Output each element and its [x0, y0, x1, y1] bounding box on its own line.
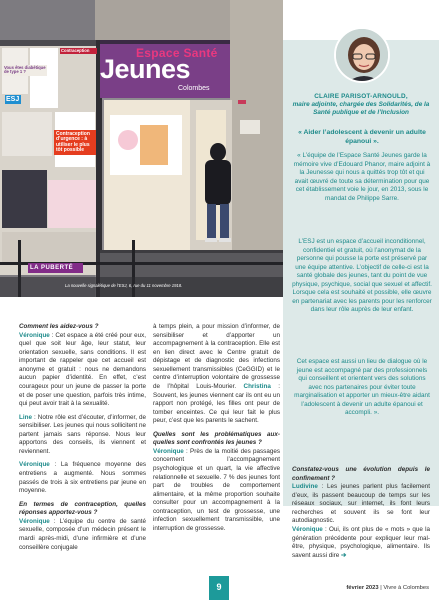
- answer-text: : La fréquence moyenne des entretiens a augmenté. Nous sommes passés de trois à six entretiens par jeune en moyenne.: [19, 461, 146, 495]
- speaker-name: Véronique: [19, 461, 50, 469]
- answer-text: : Cet espace a été créé pour eux, quel que soit leur âge, leur statut, leur orientation sexuelle, sans conditions. Il est important de rappeler que cet accueil est anonyme et gratuit : nous ne demandons aucun papier d’identité. En effet, c’est courageux pour un jeune de passer la porte et de poser une question, parfois très intime, qui peut avoir trait à la sexualité.: [19, 331, 146, 408]
- article-column-3: [292, 466, 430, 565]
- footer-separator: |: [378, 585, 384, 591]
- page-number: 9: [209, 576, 229, 600]
- sign-colombes: Colombes: [178, 85, 210, 92]
- poster-puberte: LA PUBERTÉ: [28, 263, 83, 273]
- poster-contraception: Contraception: [60, 48, 97, 54]
- answer-text: : Souvent, les jeunes viennent car ils ont eu un rapport non protégé, les filles ont peur de tomber enceintes. Ce qui leur fait le plus peur, c’est que les parents le sachent.: [153, 382, 280, 425]
- continue-arrow-icon: ➔: [341, 551, 347, 559]
- answer-text: : Près de la moitié des passages concernent l’accompagnement psychologique et un quart, la vie affective relationnelle et sexuelle. 7 % des jeunes font part de troubles de comportement alimentaire, et la même proportion souhaite consulter pour un accompagnement à la contraception, un test de grossesse, une infection sexuellement transmissible, une interruption de grossesse.: [153, 447, 280, 532]
- footer-date: février 2023: [346, 585, 379, 591]
- answer-text: à temps plein, a pour mission d’informer, de sensibiliser et d’apporter un accompagnement à la contraception. Elle est en lien direct avec le Centre gratuit de dépistage et de diagnostic des infections sexuellement transmissibles (CeGGID) et le centre d’interruption volontaire de grossesse de l’hôpital Louis-Mourier.: [153, 323, 280, 390]
- interviewee-role: maire adjointe, chargée des Solidarités, de la Santé publique et de l’Inclusion: [292, 101, 430, 117]
- interviewee-name: CLAIRE PARISOT-ARNOULD,: [314, 93, 408, 100]
- speaker-name: Véronique: [153, 447, 184, 455]
- poster-esj: ESJ: [6, 96, 20, 103]
- sidebar-paragraph-3: Cet espace est aussi un lieu de dialogue où le jeune est accompagné par des professionnels qui conseillent et orientent vers des solutions avec nos partenaires pour éviter toute marginalisation et apporter un mieux-être aidant l’adolescent à devenir un adulte épanoui et accompli. ».: [294, 358, 430, 417]
- speaker-name: Véronique: [19, 517, 50, 525]
- question-heading: En termes de contraception, quelles réponses apportez-vous ?: [19, 500, 146, 517]
- footer-publication: [346, 585, 429, 591]
- photo-caption: La nouvelle signalétique de l’ESJ, 6, rue du 11 novembre 1918.: [65, 283, 183, 288]
- sign-jeunes: Jeunes: [100, 54, 191, 84]
- question-heading: Comment les aidez-vous ?: [19, 323, 99, 330]
- answer-text: : Oui, ils ont plus de « mots » que la génération précédente pour expliquer leur mal-être, physique, psychologique, alimentaire. Ils savent aussi dire: [292, 525, 430, 559]
- avatar: [334, 27, 390, 83]
- poster-contraception-urgence: Contraception d’urgence : à utiliser le plus tôt possible: [54, 130, 96, 155]
- sidebar-paragraph-1: « L’équipe de l’Espace Santé Jeunes garde la mémoire vive d’Edouard Phanor, maire adjoint à la Jeunesse qui nous a quittés trop tôt et qui avait œuvré de toute sa détermination pour que cet établissement voie le jour, en 2013, sous le mandat de Philippe Sarre.: [293, 152, 431, 202]
- sidebar-paragraph-2: L’ESJ est un espace d’accueil inconditionnel, confidentiel et gratuit, où l’anonymat de la personne qui pousse la porte est préservé par une équipe attentive. L’objectif de celle-ci est la santé globale des jeunes, tant du point de vue physique, psychique, social que sexuel et affectif. Lorsque cela est souhaité et possible, elle œuvre en partenariat avec les parents pour les renforcer dans leur rôle auprès de leur enfant.: [292, 238, 432, 314]
- article-column-2: [153, 323, 280, 539]
- storefront-illustration: [0, 0, 283, 297]
- answer-text: : Les jeunes parlent plus facilement d’eux, ils passent beaucoup de temps sur les réseaux sociaux, sur internet, ils font leurs recherches et souvent ils se font leur autodiagnostic.: [292, 483, 430, 525]
- speaker-name: Véronique: [19, 331, 50, 339]
- article-column-1: [19, 323, 146, 557]
- question-heading: Constatez-vous une évolution depuis le confinement ?: [292, 466, 430, 482]
- sign-espace-sante: Espace Santé: [136, 46, 218, 60]
- speaker-name: Christina: [243, 382, 271, 390]
- storefront-photo: [0, 0, 283, 297]
- footer-title: Vivre à Colombes: [383, 585, 429, 591]
- speaker-name: Ludivine: [292, 483, 318, 491]
- sidebar-quote: « Aider l’adolescent à devenir un adulte épanoui ».: [298, 129, 426, 146]
- answer-text: : Notre rôle est d’écouter, d’informer, de sensibiliser. Les jeunes qui nous sollicitent ne partent jamais sans réponse. Nous leur apportons des conseils, ils viennent et reviennent.: [19, 413, 146, 455]
- speaker-name: Line: [19, 413, 32, 421]
- answer-text: : L’équipe du centre de santé sexuelle, composée d’un médecin présent le mardi après-midi, d’une infirmière et d’une conseillère conjugale: [19, 517, 146, 551]
- question-heading: Quelles sont les problématiques aux-quelles sont confrontés les jeunes ?: [153, 430, 280, 447]
- speaker-name: Véronique: [292, 525, 323, 533]
- poster-diabete: Vous êtes diabétique de type 1 ?: [4, 65, 46, 75]
